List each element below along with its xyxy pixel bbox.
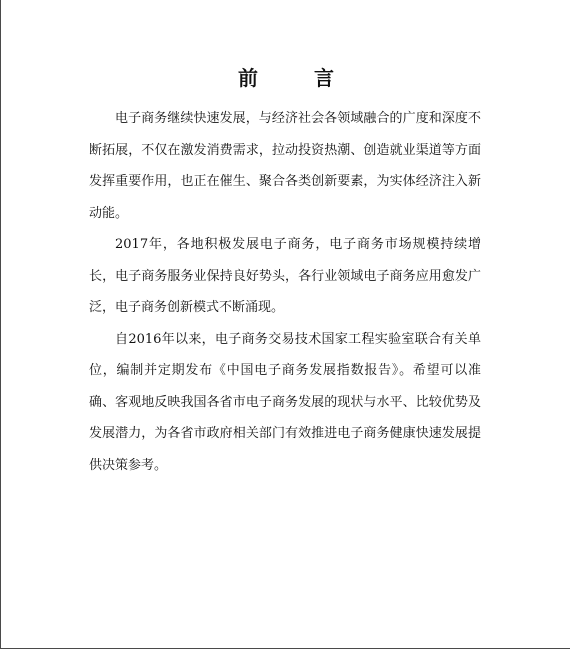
page-title: 前 言 <box>238 66 352 90</box>
paragraph-1: 电子商务继续快速发展，与经济社会各领域融合的广度和深度不断拓展，不仅在激发消费需求，拉动投资热潮、创造就业渠道等方面发挥重要作用，也正在催生、聚合各类创新要素，为实体经济注入新动能。 <box>89 111 481 221</box>
paragraph-3: 自2016年以来，电子商务交易技术国家工程实验室联合有关单位，编制并定期发布《中国电子商务发展指数报告》。希望可以准确、客观地反映我国各省市电子商务发展的现状与水平、比较优势及发展潜力，为各省市政府相关部门有效推进电子商务健康快速发展提供决策参考。 <box>89 331 481 473</box>
preface-body <box>89 103 481 481</box>
paragraph-2: 2017年，各地积极发展电子商务，电子商务市场规模持续增长，电子商务服务业保持良好势头，各行业领域电子商务应用愈发广泛，电子商务创新模式不断涌现。 <box>89 237 481 315</box>
